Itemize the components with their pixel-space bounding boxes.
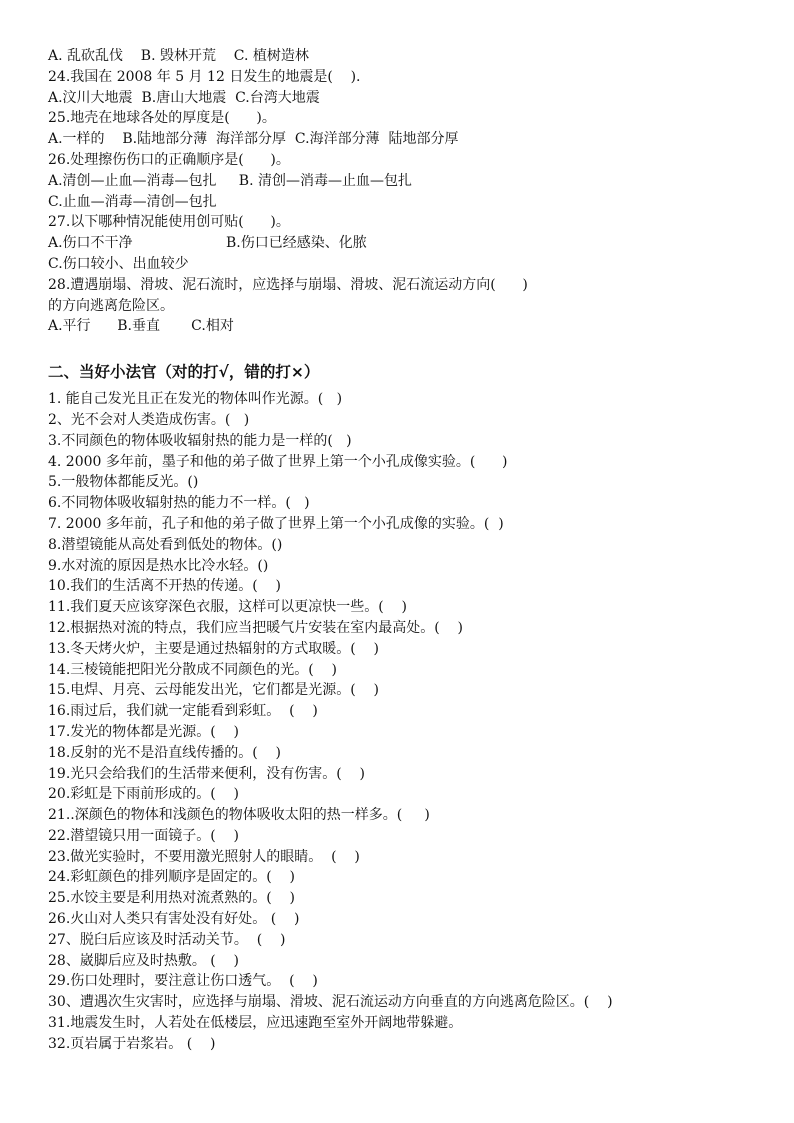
question-item: 26.火山对人类只有害处没有好处。 ( ) (48, 911, 300, 928)
question-item: 2、光不会对人类造成伤害。( ) (48, 411, 250, 428)
question-item: 7. 2000 多年前，孔子和他的弟子做了世界上第一个小孔成像的实验。( ) (48, 515, 504, 532)
section-gap (48, 337, 748, 361)
choice-line: C.止血—消毒—清创—包扎 (48, 193, 217, 210)
question-item: 11.我们夏天应该穿深色衣服，这样可以更凉快一些。( ) (48, 599, 407, 616)
question-item: 14.三棱镜能把阳光分散成不同颜色的光。( ) (48, 661, 337, 678)
choice-line: A. 乱砍乱伐 B. 毁林开荒 C. 植树造林 (48, 48, 309, 64)
question-item: 20.彩虹是下雨前形成的。( ) (48, 786, 239, 803)
question-item: 32.页岩属于岩浆岩。 ( ) (48, 1035, 216, 1052)
choice-line: 27.以下哪种情况能使用创可贴( )。 (48, 214, 290, 231)
choice-line: A.清创—止血—消毒—包扎 B. 清创—消毒—止血—包扎 (48, 172, 412, 189)
choice-line: A.一样的 B.陆地部分薄 海洋部分厚 C.海洋部分薄 陆地部分厚 (48, 131, 459, 148)
question-item: 17.发光的物体都是光源。( ) (48, 723, 239, 740)
choice-line: A.伤口不干净 B.伤口已经感染、化脓 (48, 235, 367, 252)
question-item: 1. 能自己发光且正在发光的物体叫作光源。( ) (48, 391, 343, 408)
question-item: 15.电焊、月亮、云母能发出光，它们都是光源。( ) (48, 682, 379, 699)
question-item: 9.水对流的原因是热水比冷水轻。() (48, 557, 269, 574)
question-item: 16.雨过后，我们就一定能看到彩虹。 ( ) (48, 703, 318, 720)
choice-line: 28.遭遇崩塌、滑坡、泥石流时，应选择与崩塌、滑坡、泥石流运动方向( ) (48, 276, 528, 293)
question-item: 31.地震发生时，人若处在低楼层，应迅速跑至室外开阔地带躲避。 (48, 1015, 463, 1032)
choice-line: 24.我国在 2008 年 5 月 12 日发生的地震是( ). (48, 68, 361, 85)
question-item: 24.彩虹颜色的排列顺序是固定的。( ) (48, 869, 295, 886)
question-item: 13.冬天烤火炉，主要是通过热辐射的方式取暖。( ) (48, 640, 379, 657)
question-item: 18.反射的光不是沿直线传播的。( ) (48, 744, 281, 761)
question-item: 28、崴脚后应及时热敷。 ( ) (48, 952, 239, 969)
question-item: 3.不同颜色的物体吸收辐射热的能力是一样的( ) (48, 432, 352, 449)
true-false-section (48, 361, 748, 1055)
multiple-choice-section (48, 46, 748, 337)
question-item: 25.水饺主要是利用热对流煮熟的。( ) (48, 890, 295, 907)
question-item: 29.伤口处理时，要注意让伤口透气。 ( ) (48, 973, 318, 990)
question-item: 19.光只会给我们的生活带来便利，没有伤害。( ) (48, 765, 365, 782)
question-item: 5.一般物体都能反光。() (48, 474, 199, 491)
question-item: 6.不同物体吸收辐射热的能力不一样。( ) (48, 495, 310, 512)
question-item: 21..深颜色的物体和浅颜色的物体吸收太阳的热一样多。( ) (48, 807, 430, 824)
question-item: 23.做光实验时，不要用激光照射人的眼睛。 ( ) (48, 848, 360, 865)
question-item: 30、遭遇次生灾害时，应选择与崩塌、滑坡、泥石流运动方向垂直的方向逃离危险区。( ) (48, 994, 613, 1011)
choice-line: 25.地壳在地球各处的厚度是( )。 (48, 110, 276, 127)
choice-line: C.伤口较小、出血较少 (48, 255, 189, 272)
question-item: 8.潜望镜能从高处看到低处的物体。() (48, 536, 283, 553)
question-item: 27、脱臼后应该及时活动关节。 ( ) (48, 931, 286, 948)
question-item: 12.根据热对流的特点，我们应当把暖气片安装在室内最高处。( ) (48, 619, 463, 636)
question-item: 4. 2000 多年前，墨子和他的弟子做了世界上第一个小孔成像实验。( ) (48, 453, 508, 470)
choice-line: A.汶川大地震 B.唐山大地震 C.台湾大地震 (48, 89, 320, 106)
worksheet-page (48, 46, 748, 1055)
choice-line: A.平行 B.垂直 C.相对 (48, 318, 234, 335)
question-item: 10.我们的生活离不开热的传递。( ) (48, 578, 281, 595)
choice-line: 的方向逃离危险区。 (48, 297, 174, 314)
question-item: 22.潜望镜只用一面镜子。( ) (48, 827, 239, 844)
choice-line: 26.处理擦伤伤口的正确顺序是( )。 (48, 151, 290, 168)
section-title: 二、当好小法官（对的打√，错的打×） (48, 363, 320, 382)
